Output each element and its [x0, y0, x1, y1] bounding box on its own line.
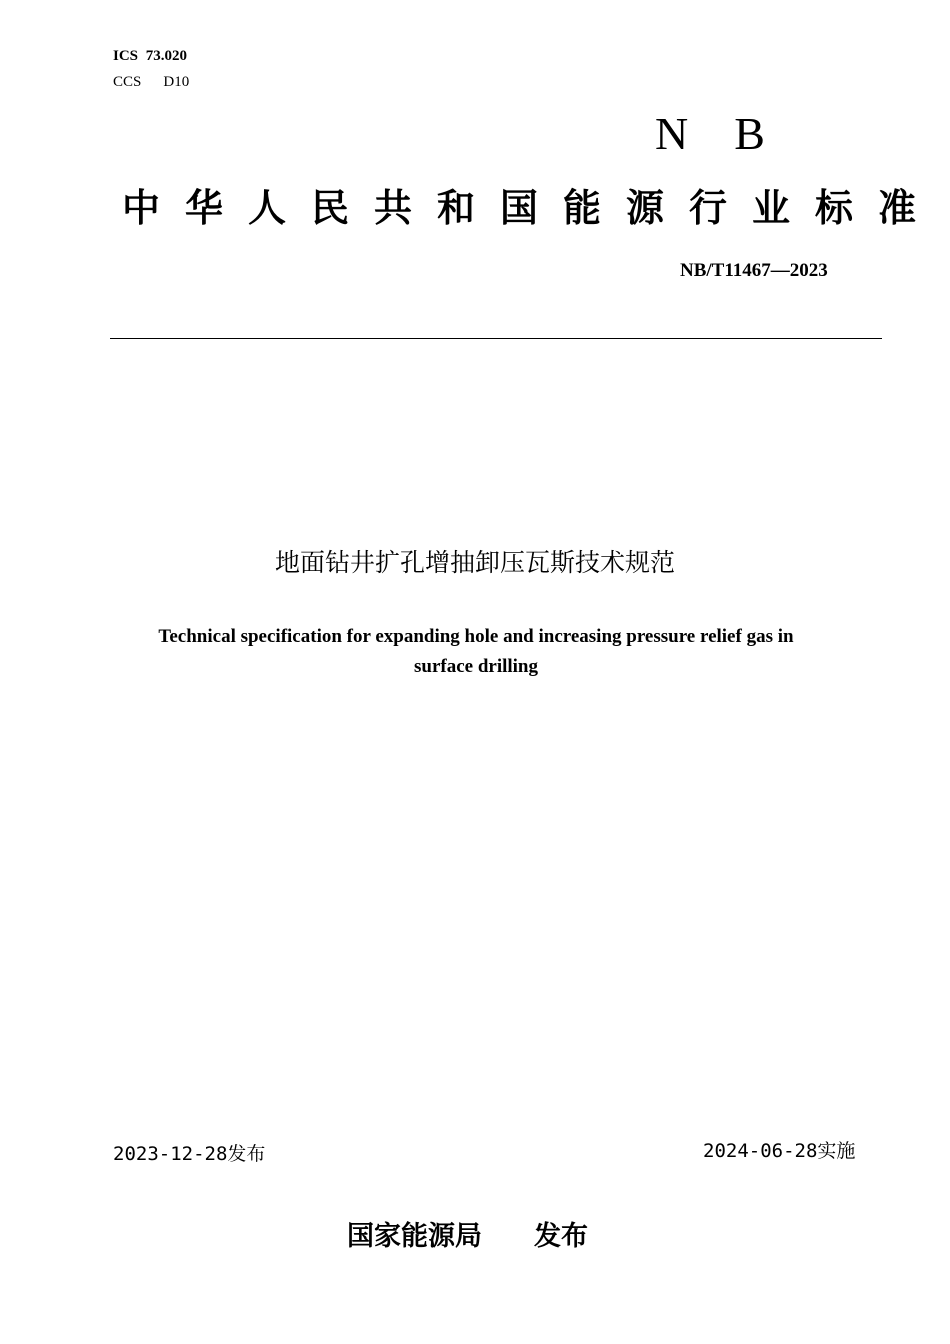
publisher-name: 国家能源局: [347, 1221, 482, 1252]
publish-action: 发布: [534, 1221, 588, 1252]
ics-code: ICS 73.020: [113, 48, 188, 64]
ccs-code: [113, 74, 189, 91]
nb-standard-logo: NB: [655, 108, 811, 159]
document-title-chinese: 地面钻井扩孔增抽卸压瓦斯技术规范: [274, 548, 675, 577]
english-title-line-2: surface drilling: [413, 656, 539, 677]
english-title-line-1: Technical specification for expanding hole and increasing pressure relief gas in: [158, 626, 794, 647]
implementation-date: 2024-06-28实施: [703, 1140, 856, 1162]
issue-date: 2023-12-28发布: [113, 1143, 266, 1165]
publisher-line: [347, 1218, 588, 1256]
ccs-label: CCS: [113, 74, 142, 90]
ccs-value: D10: [163, 74, 190, 90]
standard-number: NB/T11467—2023: [680, 260, 828, 281]
header-divider: [110, 338, 882, 339]
standard-type-title: 中华人民共和国能源行业标准: [122, 186, 942, 230]
document-title-english: [100, 622, 852, 682]
